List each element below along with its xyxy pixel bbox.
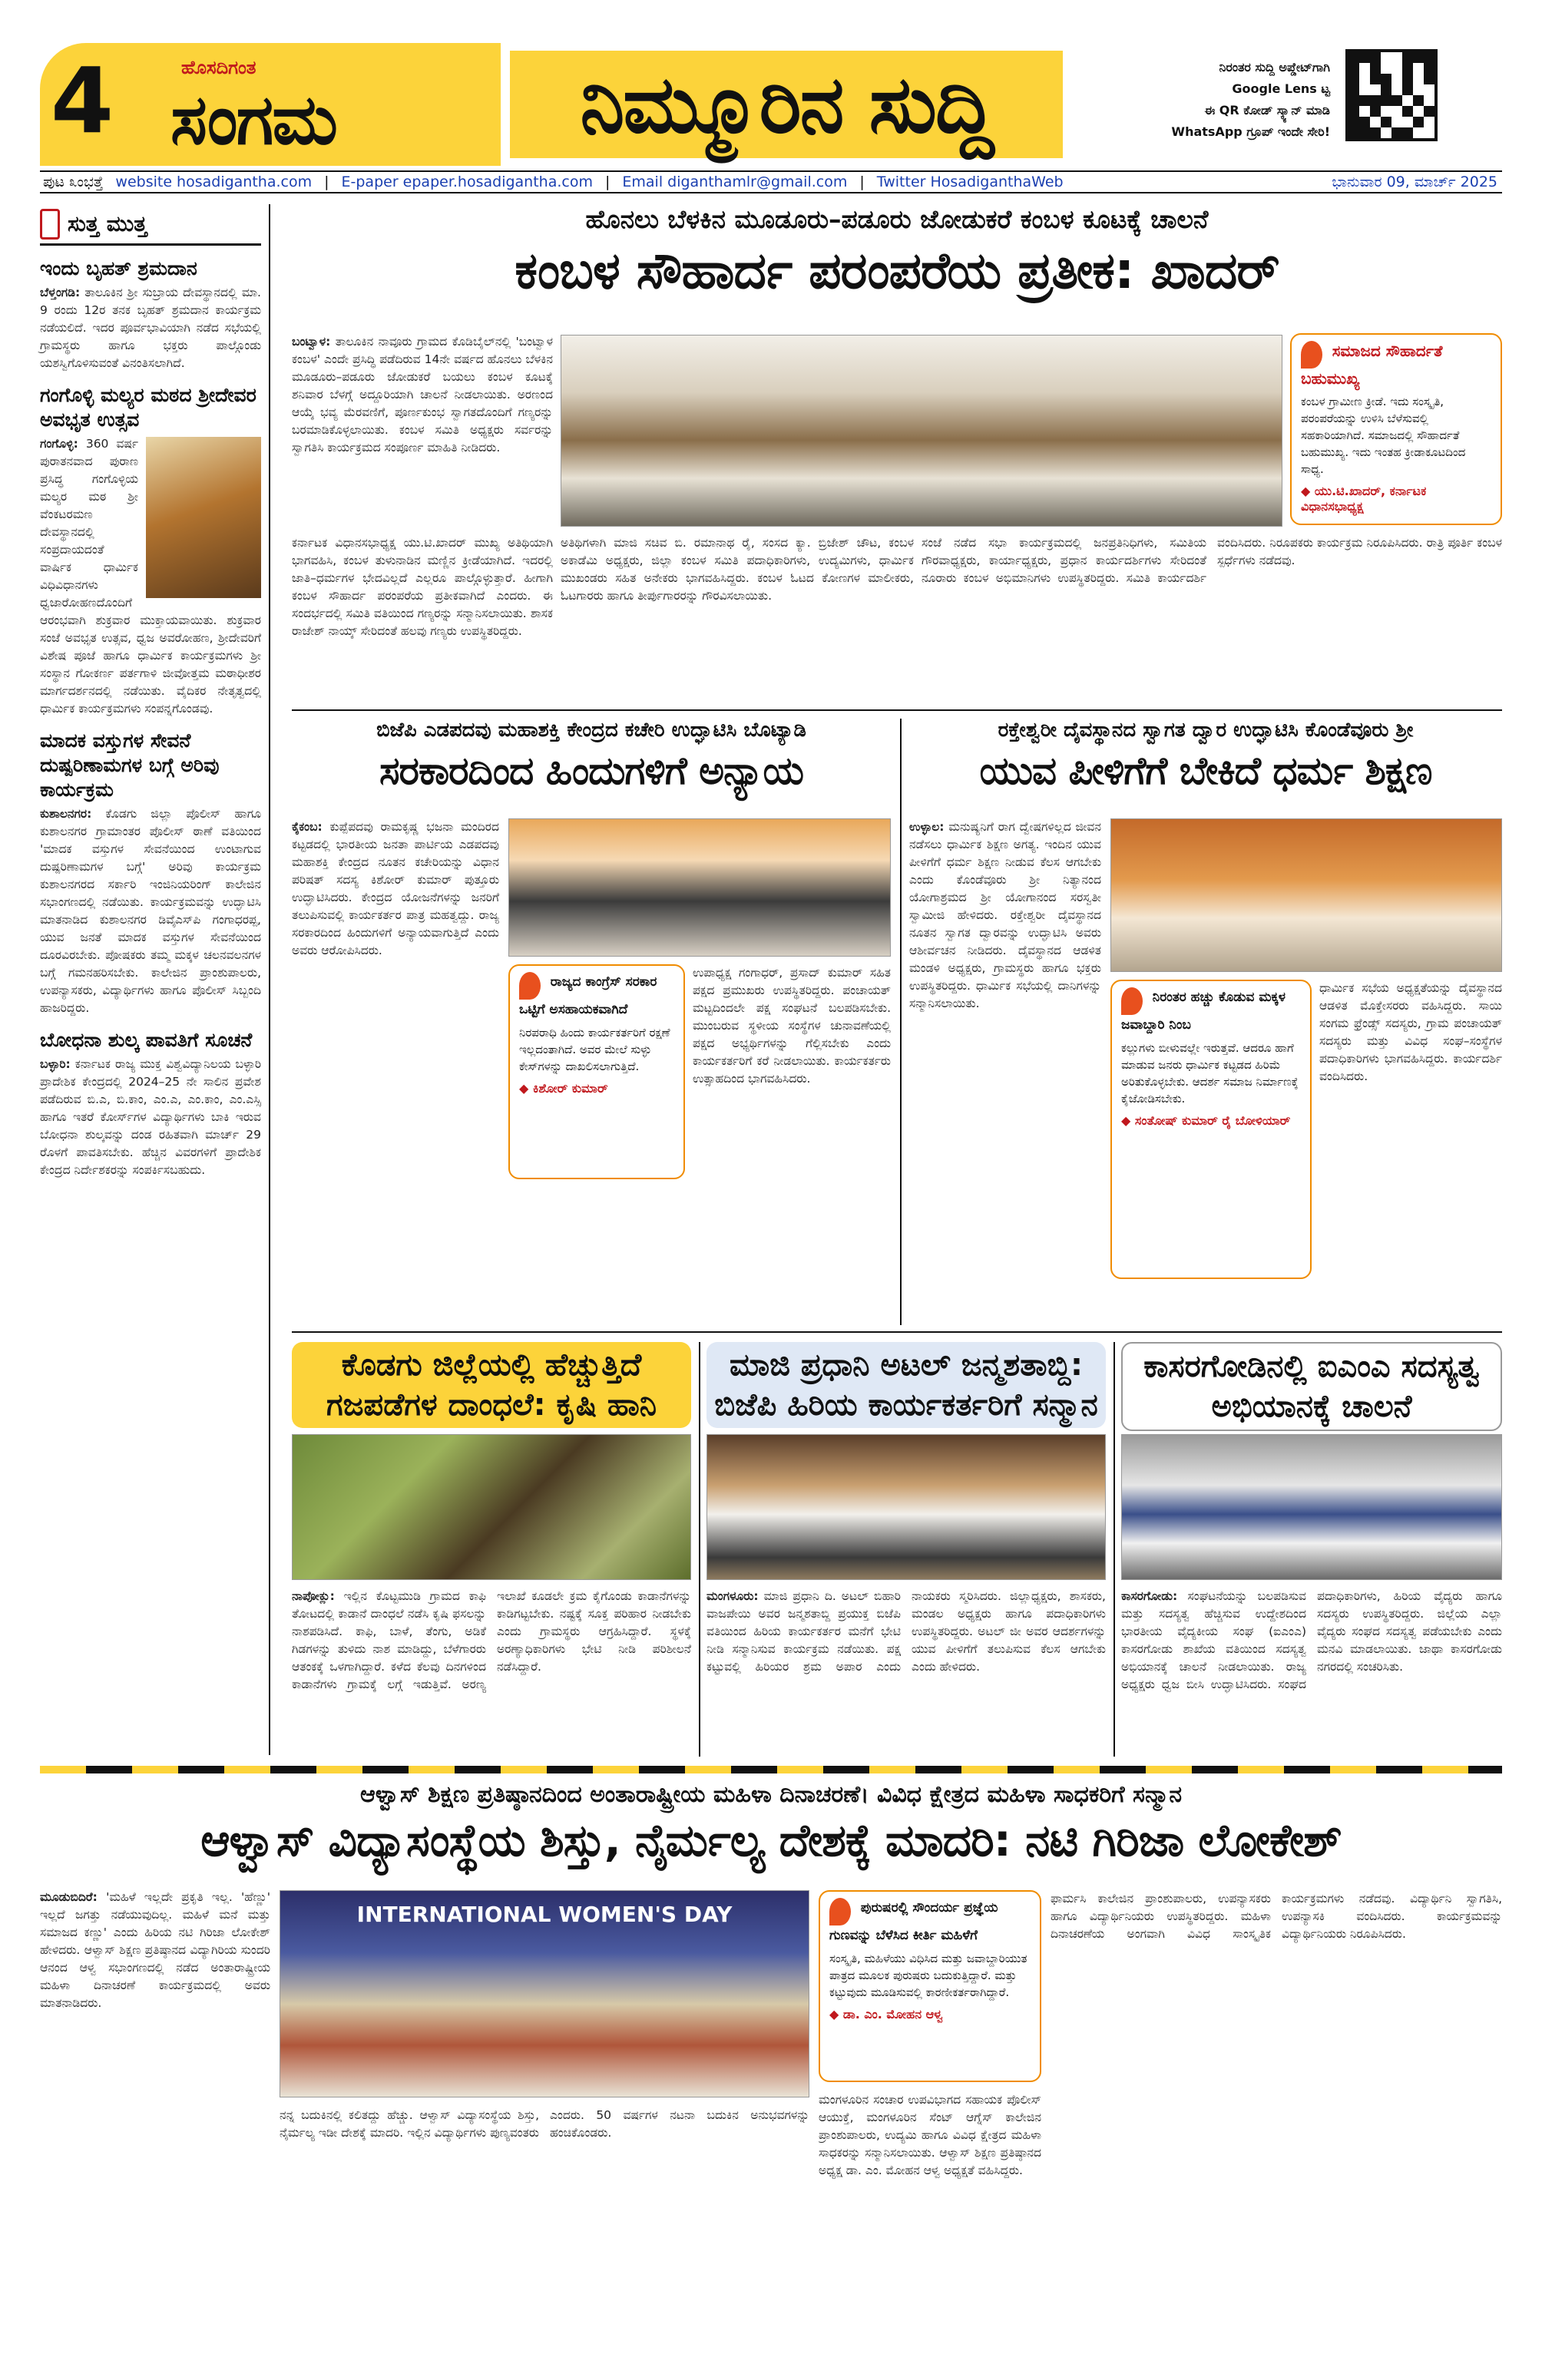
dateline: ನಾಪೋಕ್ಲು: — [292, 1589, 335, 1603]
headline: ಮಾಜಿ ಪ್ರಧಾನಿ ಅಟಲ್ ಜನ್ಮಶತಾಬ್ದಿ: ಬಿಜೆಪಿ ಹಿರಿಯ ಕಾರ್ಯಕರ್ತರಿಗೆ ಸನ್ಮಾನ — [706, 1342, 1106, 1428]
qr-cell — [1359, 127, 1370, 138]
qr-cell — [1391, 74, 1402, 84]
story-text — [1121, 1588, 1502, 1749]
story-text: ಫಾರ್ಮಸಿ ಕಾಲೇಜಿನ ಪ್ರಾಂಶುಪಾಲರು, ಉಪನ್ಯಾಸಕರು ಹಾಗೂ ವಿದ್ಯಾರ್ಥಿನಿಯರು ಉಪಸ್ಥಿತರಿದ್ದರು. ಮಹಿಳಾ ದಿನಾಚರಣೆಯ ಅಂಗವಾಗಿ ವಿವಿಧ ಸಾಂಸ್ಕೃತಿಕ ಕಾರ್ಯಕ್ರಮಗಳು ನಡೆದವು. ವಿದ್ಯಾರ್ಥಿನಿ ಸ್ವಾಗತಿಸಿ, ಉಪನ್ಯಾಸಕಿ ವಂದಿಸಿದರು. ಕಾರ್ಯಕ್ರಮವನ್ನು ವಿದ್ಯಾರ್ಥಿನಿಯರು ನಿರೂಪಿಸಿದರು. — [1051, 1892, 1502, 1941]
qr-cell — [1381, 84, 1391, 95]
story-text — [909, 818, 1101, 1294]
dateline: ಬಂಟ್ವಾಳ: — [292, 335, 331, 349]
qr-cell — [1391, 95, 1402, 106]
kambala-group-photo — [561, 335, 1282, 527]
qr-cell — [1402, 95, 1413, 106]
qr-cell — [1413, 117, 1424, 127]
story-text — [292, 818, 499, 1325]
dateline: ಕಾಸರಗೋಡು: — [1121, 1589, 1178, 1603]
quote-icon — [829, 1898, 851, 1925]
brief-body: ಕೊಡಗು ಜಿಲ್ಲಾ ಪೊಲೀಸ್ ಹಾಗೂ ಕುಶಾಲನಗರ ಗ್ರಾಮಾಂತರ ಪೊಲೀಸ್ ಠಾಣೆ ವತಿಯಿಂದ 'ಮಾದಕ ವಸ್ತುಗಳ ಸೇವನೆಯಿಂದ ಉಂಟಾಗುವ ದುಷ್ಪರಿಣಾಮಗಳ ಬಗ್ಗೆ' ಅರಿವು ಕಾರ್ಯಕ್ರಮ ಕುಶಾಲನಗರದ ಸರ್ಕಾರಿ ಇಂಜಿನಿಯರಿಂಗ್ ಕಾಲೇಜಿನ ಸಭಾಂಗಣದಲ್ಲಿ ನಡೆಯಿತು. ಕಾರ್ಯಕ್ರಮವನ್ನು ಉದ್ಘಾಟಿಸಿ ಮಾತನಾಡಿದ ಕುಶಾಲನಗರ ಡಿವೈಎಸ್‌ಪಿ ಗಂಗಾಧರಪ್ಪ, ಯುವ ಜನತೆ ಮಾದಕ ವಸ್ತುಗಳ ಸೇವನೆಯಿಂದ ದೂರವಿರಬೇಕು. ಪೋಷಕರು ತಮ್ಮ ಮಕ್ಕಳ ಚಲನವಲನಗಳ ಬಗ್ಗೆ ಗಮನಹರಿಸಬೇಕು. ಕಾಲೇಜಿನ ಪ್ರಾಂಶುಪಾಲರು, ಉಪನ್ಯಾಸಕರು, ವಿದ್ಯಾರ್ಥಿಗಳು ಹಾಗೂ ಪೊಲೀಸ್ ಸಿಬ್ಬಂದಿ ಹಾಜರಿದ್ದರು. — [40, 807, 261, 1015]
qr-cell — [1348, 84, 1359, 95]
story-text: ಸಂಜೆ ನಡೆದ ಸಭಾ ಕಾರ್ಯಕ್ರಮದಲ್ಲಿ ಜನಪ್ರತಿನಿಧಿಗಳು, ಸಮಿತಿಯ ಗೌರವಾಧ್ಯಕ್ಷರು, ಕಾರ್ಯಾಧ್ಯಕ್ಷರು, ಪ್ರಧಾನ ಕಾರ್ಯದರ್ಶಿಗಳು ಸೇರಿದಂತೆ ನೂರಾರು ಕಂಬಳ ಅಭಿಮಾನಿಗಳು ಉಪಸ್ಥಿತರಿದ್ದರು. ಸಮಿತಿ ಕಾರ್ಯದರ್ಶಿ ವಂದಿಸಿದರು. ನಿರೂಪಕರು ಕಾರ್ಯಕ್ರಮ ನಿರೂಪಿಸಿದರು. ರಾತ್ರಿ ಪೂರ್ತಿ ಕಂಬಳ ಸ್ಪರ್ಧೆಗಳು ನಡೆದವು. — [922, 536, 1502, 585]
qr-cell — [1359, 106, 1370, 117]
kicker: ರಕ್ತೇಶ್ವರೀ ದೈವಸ್ಥಾನದ ಸ್ವಾಗತ ದ್ವಾರ ಉದ್ಘಾಟಿಸಿ ಕೊಂಡೆವೂರು ಶ್ರೀ — [998, 719, 1414, 742]
qr-cell — [1402, 84, 1413, 95]
story-body: ರಕ್ತೇಶ್ವರೀ ದೈವಸ್ಥಾನದ ನೂತನ ಸ್ವಾಗತ ದ್ವಾರವನ್ನು ಉದ್ಘಾಟಿಸಿ ಅವರು ಆಶೀರ್ವಚನ ನೀಡಿದರು. ದೈವಸ್ಥಾನದ ಆಡಳಿತ ಮಂಡಳಿ ಅಧ್ಯಕ್ಷರು, ಗ್ರಾಮಸ್ಥರು ಹಾಗೂ ಭಕ್ತರು ಉಪಸ್ಥಿತರಿದ್ದರು. ಧಾರ್ಮಿಕ ಸಭೆಯಲ್ಲಿ ದಾನಿಗಳನ್ನು ಸನ್ಮಾನಿಸಲಾಯಿತು. — [909, 908, 1101, 1010]
qr-cell — [1381, 106, 1391, 117]
qr-cell — [1413, 95, 1424, 106]
qr-cell — [1370, 63, 1381, 74]
epaper-link[interactable]: E-paper epaper.hosadigantha.com — [341, 174, 593, 190]
qr-line: ನಿರಂತರ ಸುದ್ದಿ ಅಪ್ಡೇಟ್‌ಗಾಗಿ — [1219, 60, 1330, 74]
section-header — [40, 204, 261, 246]
qr-cell — [1413, 127, 1424, 138]
brief-title: ಮಾದಕ ವಸ್ತುಗಳ ಸೇವನೆ ದುಷ್ಪರಿಣಾಮಗಳ ಬಗ್ಗೆ ಅರಿವು ಕಾರ್ಯಕ್ರಮ — [40, 729, 220, 801]
qr-cell — [1381, 63, 1391, 74]
brief-item — [40, 383, 261, 718]
story-elephant — [292, 1342, 691, 1757]
brief-title: ಇಂದು ಬೃಹತ್ ಶ್ರಮದಾನ — [40, 257, 197, 279]
festival-photo — [146, 437, 261, 598]
qr-cell — [1391, 84, 1402, 95]
dateline: ಬೆಳ್ತಂಗಡಿ: — [40, 286, 81, 299]
qr-cell — [1370, 84, 1381, 95]
story-body: ತಾಲೂಕಿನ ನಾವೂರು ಗ್ರಾಮದ ಕೊಡಿಬೈಲ್‌ನಲ್ಲಿ 'ಬಂಟ್ವಾಳ ಕಂಬಳ' ಎಂದೇ ಪ್ರಸಿದ್ಧಿ ಪಡೆದಿರುವ 14ನೇ ವರ್ಷದ ಹೊನಲು ಬೆಳಕಿನ ಮೂಡೂರು–ಪಡೂರು ಜೋಡುಕರೆ ಬಯಲು ಕಂಬಳ ಕೂಟಕ್ಕೆ ಶನಿವಾರ ಬೆಳಗ್ಗೆ ಅದ್ದೂರಿಯಾಗಿ ಚಾಲನೆ ನೀಡಲಾಯಿತು. ಅರಣಂದ ಆಯ್ಕೆ ಭವ್ಯ ಮೆರವಣಿಗೆ, ಪೂರ್ಣಕುಂಭ ಸ್ವಾಗತದೊಂದಿಗೆ ಗಣ್ಯರನ್ನು ಬರಮಾಡಿಕೊಳ್ಳಲಾಯಿತು. ಕಂಬಳ ಸಮಿತಿ ಅಧ್ಯಕ್ಷರು ಸರ್ವರನ್ನು ಸ್ವಾಗತಿಸಿ ಕಾರ್ಯಕ್ರಮದ ಸಂಪೂರ್ಣ ಮಾಹಿತಿ ನೀಡಿದರು. — [292, 335, 553, 455]
qr-cell — [1359, 74, 1370, 84]
story-body: ಮಾಜಿ ಪ್ರಧಾನಿ ದಿ. ಅಟಲ್ ಬಿಹಾರಿ ವಾಜಪೇಯಿ ಅವರ ಜನ್ಮಶತಾಬ್ದಿ ಪ್ರಯುಕ್ತ ಬಿಜೆಪಿ ವತಿಯಿಂದ ಹಿರಿಯ ಕಾರ್ಯಕರ್ತರ ಮನೆಗೆ ಭೇಟಿ ನೀಡಿ ಸನ್ಮಾನಿಸುವ ಕಾರ್ಯಕ್ರಮ ನಡೆಯಿತು. ಪಕ್ಷ ಕಟ್ಟುವಲ್ಲಿ ಹಿರಿಯರ ಶ್ರಮ ಅಪಾರ ಎಂದು ನಾಯಕರು ಸ್ಮರಿಸಿದರು. — [706, 1589, 1001, 1674]
story-body: ಅರಣ್ಯ ಇಲಾಖೆ ಕೂಡಲೇ ಕ್ರಮ ಕೈಗೊಂಡು ಕಾಡಾನೆಗಳನ್ನು ಕಾಡಿಗಟ್ಟಬೇಕು. ನಷ್ಟಕ್ಕೆ ಸೂಕ್ತ ಪರಿಹಾರ ನೀಡಬೇಕು ಎಂದು ಗ್ರಾಮಸ್ಥರು ಆಗ್ರಹಿಸಿದ್ದಾರೆ. ಸ್ಥಳಕ್ಕೆ ಅರಣ್ಯಾಧಿಕಾರಿಗಳು ಭೇಟಿ ನೀಡಿ ಪರಿಶೀಲನೆ ನಡೆಸಿದ್ದಾರೆ. — [462, 1589, 691, 1691]
kicker: ಬಿಜೆಪಿ ಎಡಪದವು ಮಹಾಶಕ್ತಿ ಕೇಂದ್ರದ ಕಚೇರಿ ಉದ್ಘಾಟಿಸಿ ಬೊಟ್ಯಾಡಿ — [376, 719, 806, 742]
headline: ಆಳ್ವಾಸ್ ವಿದ್ಯಾಸಂಸ್ಥೆಯ ಶಿಸ್ತು, ನೈರ್ಮಲ್ಯ ದೇಶಕ್ಕೆ ಮಾದರಿ: ನಟಿ ಗಿರಿಜಾ ಲೋಕೇಶ್ — [200, 1814, 1342, 1866]
quote-body: ಕಲ್ಲುಗಳು ಬೀಳುವಲ್ಲೇ ಇರುತ್ತವೆ. ಆದರೂ ಹಾಗೆ ಮಾಡುವ ಜನರು ಧಾರ್ಮಿಕ ಕಟ್ಟಡದ ಹಿರಿಮೆ ಅರಿತುಕೊಳ್ಳಬೇಕು. ಆದರ್ಶ ಸಮಾಜ ನಿರ್ಮಾಣಕ್ಕೆ ಕೈಜೋಡಿಸಬೇಕು. — [1121, 1041, 1299, 1106]
story-body: ಸಂಘಟನೆಯನ್ನು ಬಲಪಡಿಸುವ ಮತ್ತು ಸದಸ್ಯತ್ವ ಹೆಚ್ಚಿಸುವ ಉದ್ದೇಶದಿಂದ ಭಾರತೀಯ ವೈದ್ಯಕೀಯ ಸಂಘ (ಐಎಂಎ) ಕಾಸರಗೋಡು ಶಾಖೆಯ ವತಿಯಿಂದ ಸದಸ್ಯತ್ವ ಅಭಿಯಾನಕ್ಕೆ ಚಾಲನೆ ನೀಡಲಾಯಿತು. ರಾಜ್ಯ ಅಧ್ಯಕ್ಷರು ಧ್ವಜ ಬೀಸಿ ಉದ್ಘಾಟಿಸಿದರು. — [1121, 1589, 1306, 1691]
qr-cell — [1348, 127, 1359, 138]
brief-item — [40, 256, 261, 372]
dateline: ಮಂಗಳೂರು: — [706, 1589, 759, 1603]
qr-cell — [1424, 117, 1434, 127]
womens-day-stage-photo — [280, 1890, 809, 2097]
qr-cell — [1391, 127, 1402, 138]
brand-panel — [40, 43, 501, 166]
story-text — [40, 1889, 270, 2357]
brief-body: 360 ವರ್ಷ ಪುರಾತನವಾದ ಪುರಾಣ ಪ್ರಸಿದ್ಧ ಗಂಗೊಳ್ಳಿಯ ಮಲ್ಯರ ಮಠ ಶ್ರೀ ವೆಂಕಟರಮಣ ದೇವಸ್ಥಾನದಲ್ಲಿ ಸಂಪ್ರದಾಯದಂತೆ ವಾರ್ಷಿಕ ಧಾರ್ಮಿಕ ವಿಧಿವಿಧಾನಗಳು ಧ್ವಜಾರೋಹಣದೊಂದಿಗೆ ಆರಂಭವಾಗಿ ಶುಕ್ರವಾರ ಮುಕ್ತಾಯವಾಯಿತು. ಶುಕ್ರವಾರ ಸಂಜೆ ಅವಭೃತ ಉತ್ಸವ, ಧ್ವಜ ಅವರೋಹಣ, ಶ್ರೀದೇವರಿಗೆ ವಿಶೇಷ ಪೂಜೆ ಹಾಗೂ ಧಾರ್ಮಿಕ ಕಾರ್ಯಕ್ರಮಗಳು ಶ್ರೀ ಸಂಸ್ಥಾನ ಗೋಕರ್ಣ ಪರ್ತಗಾಳಿ ಜೀವೋತ್ತಮ ಮಠಾಧೀಶರ ಮಾರ್ಗದರ್ಶನದಲ್ಲಿ ನಡೆಯಿತು. ವೈದಿಕರ ನೇತೃತ್ವದಲ್ಲಿ ಧಾರ್ಮಿಕ ಕಾರ್ಯಕ್ರಮಗಳು ಸಂಪನ್ನಗೊಂಡವು. — [40, 437, 261, 716]
brief-body: ತಾಲೂಕಿನ ಶ್ರೀ ಸುಬ್ರಾಯ ದೇವಸ್ಥಾನದಲ್ಲಿ ಮಾ. 9 ರಂದು 12ರ ತನಕ ಬೃಹತ್ ಶ್ರಮದಾನ ಕಾರ್ಯಕ್ರಮ ನಡೆಯಲಿದೆ. ಇದರ ಪೂರ್ವಭಾವಿಯಾಗಿ ನಡೆದ ಸಭೆಯಲ್ಲಿ ಗ್ರಾಮಸ್ಥರು ಹಾಗೂ ಭಕ್ತರು ಪಾಲ್ಗೊಂಡು ಯಶಸ್ವಿಗೊಳಿಸುವಂತೆ ವಿನಂತಿಸಲಾಗಿದೆ. — [40, 286, 261, 370]
quote-author: ◆ ಸಂತೋಷ್ ಕುಮಾರ್ ರೈ ಬೋಳಿಯಾರ್ — [1121, 1113, 1301, 1129]
story-bjp-office — [292, 719, 891, 1333]
info-bar: ಪುಟ ೩ಂಭತ್ತೆ website hosadigantha.com | E-paper epaper.hosadigantha.com | Email diganthamlr@gmail.com | Twitter HosadiganthaWeb ಭಾನುವಾರ 09, ಮಾರ್ಚ್ 2025 — [40, 170, 1502, 193]
qr-cell — [1402, 52, 1413, 63]
quote-box — [1110, 980, 1312, 1279]
dateline: ಮೂಡುಬಿದಿರೆ: — [40, 1890, 98, 1904]
website-link[interactable]: website hosadigantha.com — [115, 174, 313, 190]
quote-author: ◆ ಕಿಶೋರ್ ಕುಮಾರ್ — [519, 1081, 674, 1096]
quote-body: ಸಂಸ್ಕೃತಿ, ಮಹಿಳೆಯು ವಿಧಿಸಿದ ಮತ್ತು ಜವಾಬ್ದಾರಿಯುತ ಪಾತ್ರದ ಮೂಲಕ ಪುರುಷರು ಬದುಕುತ್ತಿದ್ದಾರೆ. ಮತ್ತು ಕಟ್ಟುವುದು ಮೂಡಿಸುವಲ್ಲಿ ಕಾರಣೀಕರ್ತರಾಗಿದ್ದಾರೆ. — [829, 1952, 1027, 1999]
quote-box — [819, 1890, 1041, 2082]
story-text: ಮಂಗಳೂರಿನ ಸಂಚಾರ ಉಪವಿಭಾಗದ ಸಹಾಯಕ ಪೊಲೀಸ್ ಆಯುಕ್ತೆ, ಮಂಗಳೂರಿನ ಸೆಂಟ್ ಆಗ್ನೆಸ್ ಕಾಲೇಜಿನ ಪ್ರಾಂಶುಪಾಲರು, ಉದ್ಯಮಿ ಹಾಗೂ ವಿವಿಧ ಕ್ಷೇತ್ರದ ಮಹಿಳಾ ಸಾಧಕರನ್ನು ಸನ್ಮಾನಿಸಲಾಯಿತು. ಆಳ್ವಾಸ್ ಶಿಕ್ಷಣ ಪ್ರತಿಷ್ಠಾನದ ಅಧ್ಯಕ್ಷ ಡಾ. ಎಂ. ಮೋಹನ ಆಳ್ವ ಅಧ್ಯಕ್ಷತೆ ವಹಿಸಿದ್ದರು. — [819, 2093, 1041, 2177]
qr-cell — [1359, 84, 1370, 95]
qr-cell — [1370, 106, 1381, 117]
dateline: ಉಳ್ಳಾಲ: — [909, 820, 945, 834]
story-dharma — [909, 719, 1502, 1333]
story-text: ಅತಿಥಿಗಳಾಗಿ ಮಾಜಿ ಸಚಿವ ಬಿ. ರಮಾನಾಥ ರೈ, ಸಂಸದ ಕ್ಯಾ. ಬ್ರಿಜೇಶ್ ಚೌಟ, ಕಂಬಳ ಅಕಾಡೆಮಿ ಅಧ್ಯಕ್ಷರು, ಜಿಲ್ಲಾ ಕಂಬಳ ಸಮಿತಿ ಪದಾಧಿಕಾರಿಗಳು, ಉದ್ಯಮಿಗಳು, ಧಾರ್ಮಿಕ ಮುಖಂಡರು ಸಹಿತ ಅನೇಕರು ಭಾಗವಹಿಸಿದ್ದರು. ಕಂಬಳ ಓಟದ ಕೋಣಗಳ ಮಾಲೀಕರು, ಓಟಗಾರರು ಹಾಗೂ ತೀರ್ಪುಗಾರರನ್ನು ಗೌರವಿಸಲಾಯಿತು. — [561, 536, 914, 603]
masthead — [40, 43, 1502, 166]
qr-cell — [1413, 63, 1424, 74]
story-atal — [706, 1342, 1106, 1757]
qr-cell — [1391, 106, 1402, 117]
twitter-link[interactable]: Twitter HosadiganthaWeb — [876, 174, 1064, 190]
brief-title: ಗಂಗೊಳ್ಳಿ ಮಲ್ಯರ ಮಠದ ಶ್ರೀದೇವರ ಅವಭೃತ ಉತ್ಸವ — [40, 384, 256, 431]
quote-icon — [1301, 341, 1322, 369]
qr-cell — [1359, 117, 1370, 127]
headline: ಸರಕಾರದಿಂದ ಹಿಂದುಗಳಿಗೆ ಅನ್ಯಾಯ — [379, 749, 804, 793]
qr-cell — [1370, 52, 1381, 63]
story-text: ಕರ್ನಾಟಕ ವಿಧಾನಸಭಾಧ್ಯಕ್ಷ ಯು.ಟಿ.ಖಾದರ್ ಮುಖ್ಯ ಅತಿಥಿಯಾಗಿ ಭಾಗವಹಿಸಿ, ಕಂಬಳ ತುಳುನಾಡಿನ ಮಣ್ಣಿನ ಕ್ರೀಡೆಯಾಗಿದೆ. ಇದರಲ್ಲಿ ಜಾತಿ–ಧರ್ಮಗಳ ಭೇದವಿಲ್ಲದೆ ಎಲ್ಲರೂ ಪಾಲ್ಗೊಳ್ಳುತ್ತಾರೆ. ಹೀಗಾಗಿ ಕಂಬಳ ಸೌಹಾರ್ದ ಪರಂಪರೆಯ ಪ್ರತೀಕವಾಗಿದೆ ಎಂದರು. ಈ ಸಂದರ್ಭದಲ್ಲಿ ಸಮಿತಿ ವತಿಯಿಂದ ಗಣ್ಯರನ್ನು ಸನ್ಮಾನಿಸಲಾಯಿತು. ಶಾಸಕ ರಾಜೇಶ್ ನಾಯ್ಕ್ ಸೇರಿದಂತೆ ಹಲವು ಗಣ್ಯರು ಉಪಸ್ಥಿತರಿದ್ದರು. — [292, 536, 553, 638]
brief-body: ಕರ್ನಾಟಕ ರಾಜ್ಯ ಮುಕ್ತ ವಿಶ್ವವಿದ್ಯಾನಿಲಯ ಬಳ್ಳಾರಿ ಪ್ರಾದೇಶಿಕ ಕೇಂದ್ರದಲ್ಲಿ 2024–25 ನೇ ಸಾಲಿನ ಪ್ರವೇಶ ಪಡೆದಿರುವ ಬಿ.ಎ, ಬಿ.ಕಾಂ, ಎಂ.ಎ, ಎಂ.ಕಾಂ, ಎಂ.ಎಸ್ಸಿ ಹಾಗೂ ಇತರೆ ಕೋರ್ಸ್‌ಗಳ ವಿದ್ಯಾರ್ಥಿಗಳು ಬಾಕಿ ಇರುವ ಬೋಧನಾ ಶುಲ್ಕವನ್ನು ದಂಡ ರಹಿತವಾಗಿ ಮಾರ್ಚ್ 29 ರೊಳಗೆ ಪಾವತಿಸಬೇಕು. ಹೆಚ್ಚಿನ ವಿವರಗಳಿಗೆ ಪ್ರಾದೇಶಿಕ ಕೇಂದ್ರದ ನಿರ್ದೇಶಕರನ್ನು ಸಂಪರ್ಕಿಸಬಹುದು. — [40, 1057, 262, 1177]
brief-item — [40, 1028, 261, 1179]
qr-cell — [1424, 84, 1434, 95]
rule — [292, 1331, 1502, 1333]
qr-line: Google Lens ಟ್ಟ — [1232, 81, 1330, 96]
story-womens-day — [40, 1781, 1502, 2365]
qr-cell — [1370, 127, 1381, 138]
headline: ಕೊಡಗು ಜಿಲ್ಲೆಯಲ್ಲಿ ಹೆಚ್ಚುತ್ತಿದೆ ಗಜಪಡೆಗಳ ದಾಂಧಲೆ: ಕೃಷಿ ಹಾನಿ — [292, 1342, 691, 1428]
felicitation-photo — [706, 1434, 1106, 1580]
rule — [900, 719, 902, 1325]
section-name: ಸಂಗಮ — [170, 80, 336, 160]
quote-title: ಸಮಾಜದ ಸೌಹಾರ್ದತೆ ಬಹುಮುಖ್ಯ — [1301, 342, 1443, 388]
story-body: ಮನುಷ್ಯನಿಗೆ ರಾಗ ದ್ವೇಷಗಳಿಲ್ಲದ ಜೀವನ ನಡೆಸಲು ಧಾರ್ಮಿಕ ಶಿಕ್ಷಣ ಅಗತ್ಯ. ಇಂದಿನ ಯುವ ಪೀಳಿಗೆಗೆ ಧರ್ಮ ಶಿಕ್ಷಣ ನೀಡುವ ಕೆಲಸ ಆಗಬೇಕು ಎಂದು ಕೊಂಡೆವೂರು ಶ್ರೀ ನಿತ್ಯಾನಂದ ಯೋಗಾಶ್ರಮದ ಶ್ರೀ ಯೋಗಾನಂದ ಸರಸ್ವತೀ ಸ್ವಾಮೀಜಿ ಹೇಳಿದರು. — [909, 820, 1101, 922]
qr-cell — [1370, 117, 1381, 127]
story-body: ಸಂಘದ ಪದಾಧಿಕಾರಿಗಳು, ಹಿರಿಯ ವೈದ್ಯರು ಹಾಗೂ ಸದಸ್ಯರು ಉಪಸ್ಥಿತರಿದ್ದರು. ಜಿಲ್ಲೆಯ ಎಲ್ಲಾ ವೈದ್ಯರು ಸಂಘದ ಸದಸ್ಯತ್ವ ಪಡೆಯಬೇಕು ಎಂದು ಮನವಿ ಮಾಡಲಾಯಿತು. ಜಾಥಾ ಕಾಸರಗೋಡು ನಗರದಲ್ಲಿ ಸಂಚರಿಸಿತು. — [1278, 1589, 1502, 1691]
headline: ಕಂಬಳ ಸೌಹಾರ್ದ ಪರಂಪರೆಯ ಪ್ರತೀಕ: ಖಾದರ್ — [515, 241, 1279, 300]
issue-date: ಭಾನುವಾರ 09, ಮಾರ್ಚ್ 2025 — [1332, 174, 1497, 190]
brief-title: ಬೋಧನಾ ಶುಲ್ಕ ಪಾವತಿಗೆ ಸೂಚನೆ — [40, 1029, 253, 1051]
story-ima — [1121, 1342, 1502, 1757]
qr-cell — [1381, 95, 1391, 106]
briefs-column — [40, 204, 270, 1755]
qr-cell — [1402, 106, 1413, 117]
dateline: ಗಂಗೊಳ್ಳಿ: — [40, 437, 78, 451]
story-text: ಉಪಾಧ್ಯಕ್ಷ ಗಂಗಾಧರ್, ಪ್ರಸಾದ್ ಕುಮಾರ್ ಸಹಿತ ಪಕ್ಷದ ಪ್ರಮುಖರು ಉಪಸ್ಥಿತರಿದ್ದರು. ಪಂಚಾಯತ್ ಮಟ್ಟದಿಂದಲೇ ಪಕ್ಷ ಸಂಘಟನೆ ಬಲಪಡಿಸಬೇಕು. ಮುಂಬರುವ ಸ್ಥಳೀಯ ಸಂಸ್ಥೆಗಳ ಚುನಾವಣೆಯಲ್ಲಿ ಪಕ್ಷದ ಅಭ್ಯರ್ಥಿಗಳನ್ನು ಗೆಲ್ಲಿಸಬೇಕು ಎಂದು ಕಾರ್ಯಕರ್ತರಿಗೆ ಕರೆ ನೀಡಲಾಯಿತು. ಕಾರ್ಯಕರ್ತರು ಉತ್ಸಾಹದಿಂದ ಭಾಗವಹಿಸಿದರು. — [693, 966, 891, 1086]
page-title: ನಿಮ್ಮೂರಿನ ಸುದ್ದಿ — [510, 51, 1063, 158]
rule — [1113, 1342, 1115, 1757]
brief-item — [40, 729, 261, 1017]
kicker: ಹೊನಲು ಬೆಳಕಿನ ಮೂಡೂರು–ಪಡೂರು ಜೋಡುಕರೆ ಕಂಬಳ ಕೂಟಕ್ಕೆ ಚಾಲನೆ — [585, 204, 1209, 234]
qr-instructions — [1130, 57, 1330, 143]
dateline: ಬಳ್ಳಾರಿ: — [40, 1057, 71, 1071]
quote-title: ಪುರುಷರಲ್ಲಿ ಸೌಂದರ್ಯ ಪ್ರಜ್ಞೆಯ ಗುಣವನ್ನು ಬೆಳೆಸಿದ ಕೀರ್ತಿ ಮಹಿಳೆಗೆ — [829, 1900, 998, 1943]
quote-author: ◆ ಯು.ಟಿ.ಖಾದರ್, ಕರ್ನಾಟಕ ವಿಧಾನಸಭಾಧ್ಯಕ್ಷ — [1301, 484, 1491, 514]
qr-cell — [1348, 63, 1359, 74]
edition-label: ಪುಟ ೩ಂಭತ್ತೆ — [43, 174, 104, 190]
qr-cell — [1402, 74, 1413, 84]
story-text: ಧಾರ್ಮಿಕ ಸಭೆಯ ಅಧ್ಯಕ್ಷತೆಯನ್ನು ದೈವಸ್ಥಾನದ ಆಡಳಿತ ಮೊಕ್ತೇಸರರು ವಹಿಸಿದ್ದರು. ಸಾಯಿ ಸಂಗಮ ಫ್ರೆಂಡ್ಸ್ ಸದಸ್ಯರು, ಗ್ರಾಮ ಪಂಚಾಯತ್ ಸದಸ್ಯರು ಮತ್ತು ವಿವಿಧ ಸಂಘ–ಸಂಸ್ಥೆಗಳ ಪದಾಧಿಕಾರಿಗಳು ಭಾಗವಹಿಸಿದ್ದರು. ಕಾರ್ಯದರ್ಶಿ ವಂದಿಸಿದರು. — [1319, 981, 1502, 1083]
rule — [292, 709, 1502, 711]
qr-line: ಈ QR ಕೋಡ್ ಸ್ಕ್ಯಾನ್ ಮಾಡಿ — [1204, 103, 1330, 117]
qr-cell — [1370, 74, 1381, 84]
qr-cell — [1391, 117, 1402, 127]
qr-cell — [1424, 74, 1434, 84]
office-inauguration-photo — [508, 818, 891, 957]
qr-cell — [1424, 95, 1434, 106]
crop-damage-photo — [292, 1434, 691, 1580]
qr-cell — [1413, 106, 1424, 117]
rule — [699, 1342, 700, 1757]
qr-cell — [1402, 117, 1413, 127]
quote-body: ನಿರಪರಾಧಿ ಹಿಂದು ಕಾರ್ಯಕರ್ತರಿಗೆ ರಕ್ಷಣೆ ಇಲ್ಲದಂತಾಗಿದೆ. ಅವರ ಮೇಲೆ ಸುಳ್ಳು ಕೇಸ್‌ಗಳನ್ನು ದಾಖಲಿಸಲಾಗುತ್ತಿದೆ. — [519, 1026, 670, 1073]
quote-box — [508, 964, 685, 1179]
lead-story — [292, 204, 1502, 703]
story-body: 'ಮಹಿಳೆ ಇಲ್ಲದೇ ಪ್ರಕೃತಿ ಇಲ್ಲ. 'ಹೆಣ್ಣು' ಇಲ್ಲದೆ ಜಗತ್ತು ನಡೆಯುವುದಿಲ್ಲ. ಮಹಿಳೆ ಮನೆ ಮತ್ತು ಸಮಾಜದ ಕಣ್ಣು' ಎಂದು ಹಿರಿಯ ನಟಿ ಗಿರಿಜಾ ಲೋಕೇಶ್ ಹೇಳಿದರು. ಆಳ್ವಾಸ್ ಶಿಕ್ಷಣ ಪ್ರತಿಷ್ಠಾನದ ವಿದ್ಯಾಗಿರಿಯ ಸುಂದರಿ ಆನಂದ ಆಳ್ವ ಸಭಾಂಗಣದಲ್ಲಿ ನಡೆದ ಅಂತಾರಾಷ್ಟ್ರೀಯ ಮಹಿಳಾ ದಿನಾಚರಣೆ ಕಾರ್ಯಕ್ರಮದಲ್ಲಿ ಅವರು ಮಾತನಾಡಿದರು. — [40, 1890, 270, 2010]
qr-cell — [1359, 63, 1370, 74]
story-body: ಜಿಲ್ಲಾಧ್ಯಕ್ಷರು, ಶಾಸಕರು, ಮಂಡಲ ಅಧ್ಯಕ್ಷರು ಹಾಗೂ ಪದಾಧಿಕಾರಿಗಳು ಉಪಸ್ಥಿತರಿದ್ದರು. ಅಟಲ್ ಜೀ ಅವರ ಆದರ್ಶಗಳನ್ನು ಯುವ ಪೀಳಿಗೆಗೆ ತಲುಪಿಸುವ ಕೆಲಸ ಆಗಬೇಕು ಎಂದು ಹೇಳಿದರು. — [912, 1589, 1106, 1674]
qr-cell — [1348, 74, 1359, 84]
quote-title: ನಿರಂತರ ಹಚ್ಚು ಕೊಡುವ ಮಕ್ಕಳ ಜವಾಬ್ದಾರಿ ನಿಂಬ — [1121, 990, 1286, 1033]
page-number: 4 — [51, 48, 114, 154]
qr-cell — [1348, 117, 1359, 127]
qr-cell — [1402, 127, 1413, 138]
qr-cell — [1381, 52, 1391, 63]
headline: ಯುವ ಪೀಳಿಗೆಗೆ ಬೇಕಿದೆ ಧರ್ಮ ಶಿಕ್ಷಣ — [979, 749, 1432, 793]
flag-off-photo — [1121, 1434, 1502, 1580]
quote-author: ◆ ಡಾ. ಎಂ. ಮೋಹನ ಆಳ್ವ — [829, 2007, 1031, 2022]
qr-cell — [1381, 117, 1391, 127]
story-text — [706, 1588, 1106, 1749]
story-text: ನನ್ನ ಬದುಕಿನಲ್ಲಿ ಕಲಿತದ್ದು ಹೆಚ್ಚು. ಆಳ್ವಾಸ್ ವಿದ್ಯಾಸಂಸ್ಥೆಯ ಶಿಸ್ತು, ನೈರ್ಮಲ್ಯ ಇಡೀ ದೇಶಕ್ಕೆ ಮಾದರಿ. ಇಲ್ಲಿನ ವಿದ್ಯಾರ್ಥಿಗಳು ಪುಣ್ಯವಂತರು ಎಂದರು. 50 ವರ್ಷಗಳ ನಟನಾ ಬದುಕಿನ ಅನುಭವಗಳನ್ನು ಹಂಚಿಕೊಂಡರು. — [280, 2108, 809, 2140]
qr-cell — [1424, 63, 1434, 74]
qr-cell — [1348, 52, 1359, 63]
quote-icon — [519, 972, 541, 1000]
quote-box — [1290, 333, 1502, 525]
qr-cell — [1359, 95, 1370, 106]
story-text — [292, 333, 553, 525]
qr-cell — [1348, 106, 1359, 117]
swamiji-stage-photo — [1110, 818, 1502, 972]
quote-body: ಕಂಬಳ ಗ್ರಾಮೀಣ ಕ್ರೀಡೆ. ಇದು ಸಂಸ್ಕೃತಿ, ಪರಂಪರೆಯನ್ನು ಉಳಿಸಿ ಬೆಳೆಸುವಲ್ಲಿ ಸಹಕಾರಿಯಾಗಿದೆ. ಸಮಾಜದಲ್ಲಿ ಸೌಹಾರ್ದತೆ ಬಹುಮುಖ್ಯ. ಇದು ಇಂತಹ ಕ್ರೀಡಾಕೂಟದಿಂದ ಸಾಧ್ಯ. — [1301, 395, 1466, 476]
story-body: ಕುಪ್ಪೆಪದವು ರಾಮಕೃಷ್ಣ ಭಜನಾ ಮಂದಿರದ ಕಟ್ಟಡದಲ್ಲಿ ಭಾರತೀಯ ಜನತಾ ಪಾರ್ಟಿಯ ಎಡಪದವು ಮಹಾಶಕ್ತಿ ಕೇಂದ್ರದ ನೂತನ ಕಚೇರಿಯನ್ನು ವಿಧಾನ ಪರಿಷತ್ ಸದಸ್ಯ ಕಿಶೋರ್ ಕುಮಾರ್ ಪುತ್ತೂರು ಉದ್ಘಾಟಿಸಿದರು. ಕೇಂದ್ರದ ಯೋಜನೆಗಳನ್ನು ಜನರಿಗೆ ತಲುಪಿಸುವಲ್ಲಿ ಕಾರ್ಯಕರ್ತರ ಪಾತ್ರ ಮಹತ್ವದ್ದು. ರಾಜ್ಯ ಸರಕಾರದಿಂದ ಹಿಂದುಗಳಿಗೆ ಅನ್ಯಾಯವಾಗುತ್ತಿದೆ ಎಂದು ಅವರು ಆರೋಪಿಸಿದರು. — [292, 820, 499, 957]
qr-cell — [1413, 84, 1424, 95]
qr-cell — [1424, 106, 1434, 117]
qr-cell — [1391, 63, 1402, 74]
email-link[interactable]: Email diganthamlr@gmail.com — [622, 174, 848, 190]
qr-code-icon[interactable] — [1345, 49, 1438, 141]
stage-banner-text: INTERNATIONAL WOMEN'S DAY — [356, 1902, 733, 1927]
qr-cell — [1381, 74, 1391, 84]
kicker: ಆಳ್ವಾಸ್ ಶಿಕ್ಷಣ ಪ್ರತಿಷ್ಠಾನದಿಂದ ಅಂತಾರಾಷ್ಟ್ರೀಯ ಮಹಿಳಾ ದಿನಾಚರಣೆ। ವಿವಿಧ ಕ್ಷೇತ್ರದ ಮಹಿಳಾ ಸಾಧಕರಿಗೆ ಸನ್ಮಾನ — [359, 1781, 1183, 1808]
qr-cell — [1348, 95, 1359, 106]
qr-cell — [1370, 95, 1381, 106]
headline: ಕಾಸರಗೋಡಿನಲ್ಲಿ ಐಎಂಎ ಸದಸ್ಯತ್ವ ಅಭಿಯಾನಕ್ಕೆ ಚಾಲನೆ — [1121, 1342, 1502, 1431]
qr-cell — [1424, 52, 1434, 63]
section-title: ಸುತ್ತ ಮುತ್ತ — [68, 210, 147, 236]
brand-logo-small: ಹೊಸದಿಗಂತ — [181, 57, 256, 78]
qr-cell — [1424, 127, 1434, 138]
story-text — [292, 1588, 691, 1749]
phone-icon — [40, 209, 60, 240]
qr-cell — [1391, 52, 1402, 63]
quote-icon — [1121, 987, 1143, 1015]
qr-cell — [1402, 63, 1413, 74]
qr-line: WhatsApp ಗ್ರೂಪ್ ಇಂದೇ ಸೇರಿ! — [1171, 124, 1330, 139]
story-body: ಇಲ್ಲಿನ ಕೊಟ್ಟಮುಡಿ ಗ್ರಾಮದ ಕಾಫಿ ತೋಟದಲ್ಲಿ ಕಾಡಾನೆ ದಾಂಧಲೆ ನಡೆಸಿ ಕೃಷಿ ಫಸಲನ್ನು ನಾಶಪಡಿಸಿದೆ. ಕಾಫಿ, ಬಾಳೆ, ತೆಂಗು, ಅಡಿಕೆ ಗಿಡಗಳನ್ನು ತುಳಿದು ನಾಶ ಮಾಡಿದ್ದು, ಬೆಳೆಗಾರರು ಆತಂಕಕ್ಕೆ ಒಳಗಾಗಿದ್ದಾರೆ. ಕಳೆದ ಕೆಲವು ದಿನಗಳಿಂದ ಕಾಡಾನೆಗಳು ಗ್ರಾಮಕ್ಕೆ ಲಗ್ಗೆ ಇಡುತ್ತಿವೆ. — [292, 1589, 486, 1691]
quote-title: ರಾಜ್ಯದ ಕಾಂಗ್ರೆಸ್ ಸರಕಾರ ಒಟ್ಟಿಗೆ ಅಸಹಾಯಕವಾಗಿದೆ — [519, 974, 657, 1017]
dateline: ಕುಶಾಲನಗರ: — [40, 807, 92, 821]
dateline: ಕೈಕಂಬ: — [292, 820, 323, 834]
qr-cell — [1413, 74, 1424, 84]
qr-cell — [1381, 127, 1391, 138]
qr-cell — [1359, 52, 1370, 63]
qr-cell — [1413, 52, 1424, 63]
section-rule — [40, 1766, 1502, 1773]
